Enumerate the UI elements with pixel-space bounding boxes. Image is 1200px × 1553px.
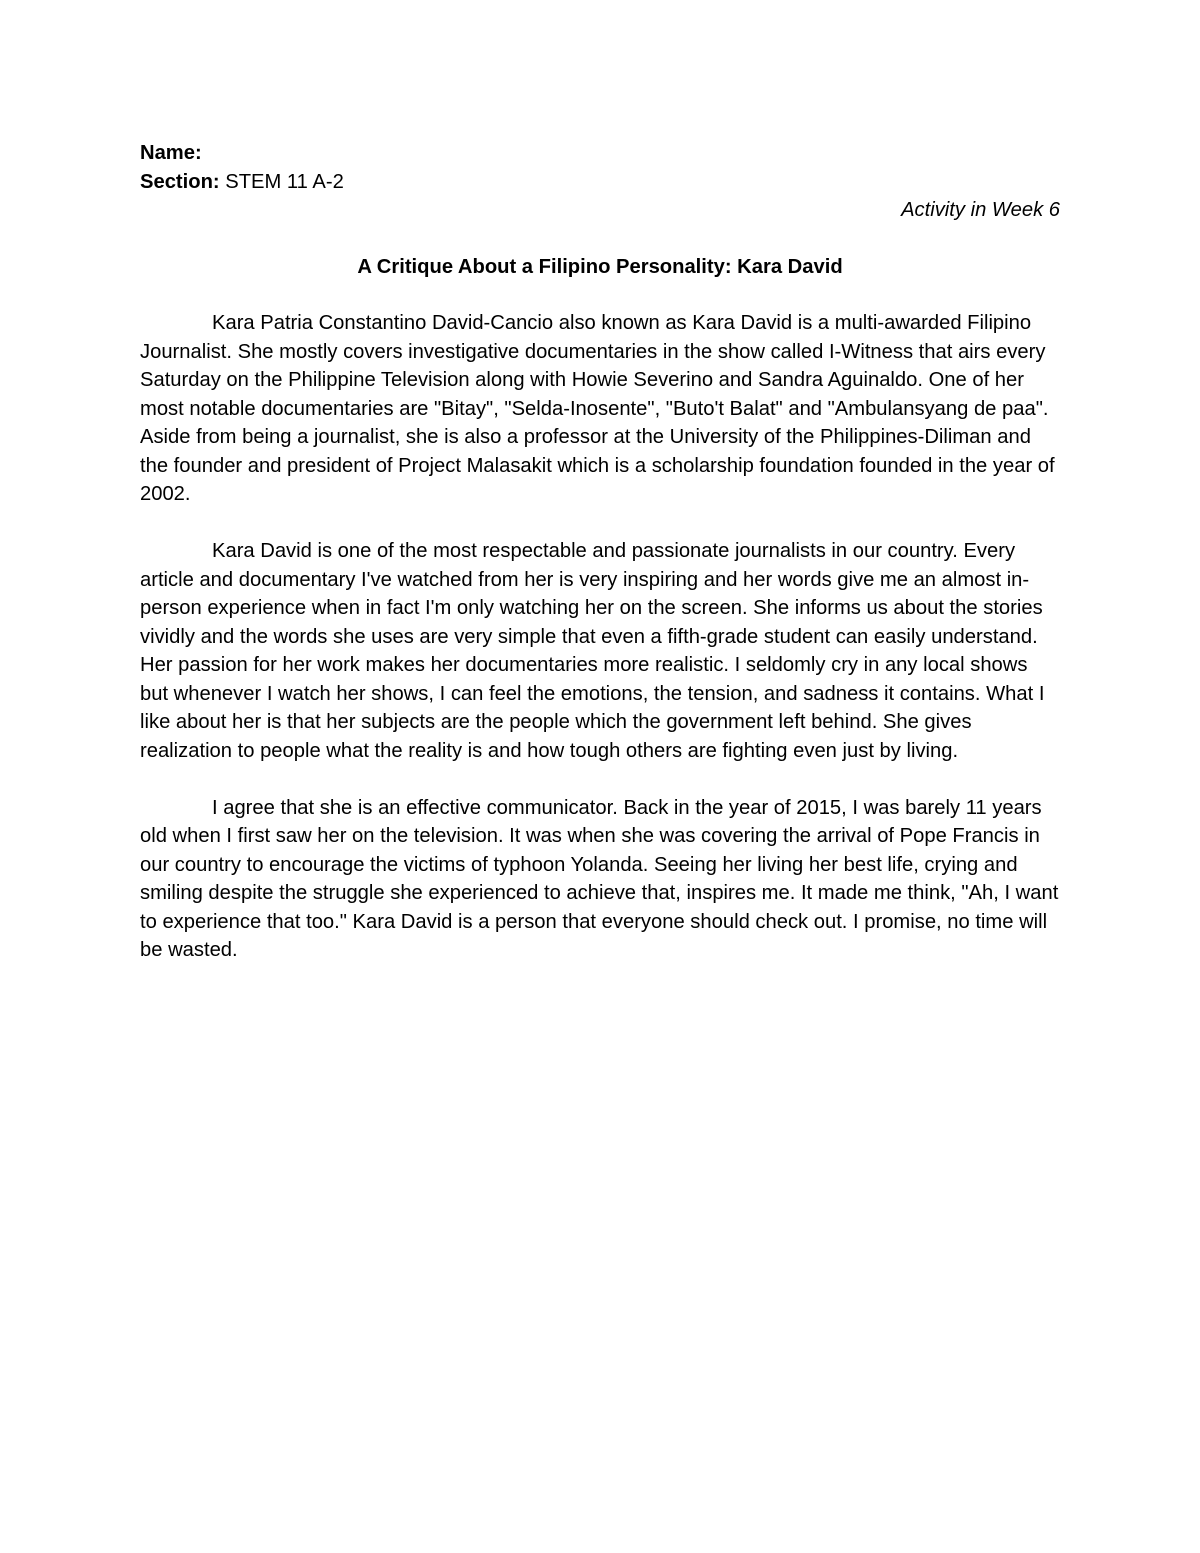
document-title: A Critique About a Filipino Personality: Kara David: [357, 255, 843, 278]
activity-label: Activity in Week 6: [901, 199, 1060, 221]
section-label: Section:: [140, 170, 220, 193]
paragraph-3: I agree that she is an effective communicator. Back in the year of 2015, I was barely 11 years old when I first saw her on the television. It was when she was covering the arrival of Pope Francis in our country to encourage the victims of typhoon Yolanda. Seeing her living her best life, crying and smiling despite the struggle she experienced to achieve that, inspires me. It made me think, "Ah, I want to experience that too." Kara David is a person that everyone should check out. I promise, no time will be wasted.: [140, 796, 1059, 961]
document-page: [140, 139, 1060, 993]
section-line: [140, 168, 1060, 197]
paragraph-2: Kara David is one of the most respectable and passionate journalists in our country. Every article and documentary I've watched from her is very inspiring and her words give me an almost in-person experience when in fact I'm only watching her on the screen. She informs us about the stories vividly and the words she uses are very simple that even a fifth-grade student can easily understand. Her passion for her work makes her documentaries more realistic. I seldomly cry in any local shows but whenever I watch her shows, I can feel the emotions, the tension, and sadness it contains. What I like about her is that her subjects are the people which the government left behind. She gives realization to people what the reality is and how tough others are fighting even just by living.: [140, 540, 1045, 762]
section-value: STEM 11 A-2: [219, 170, 344, 193]
name-line: [140, 139, 1060, 168]
paragraph-1: Kara Patria Constantino David-Cancio also known as Kara David is a multi-awarded Filipino Journalist. She mostly covers investigative documentaries in the show called I-Witness that airs every Saturday on the Philippine Television along with Howie Severino and Sandra Aguinaldo. One of her most notable documentaries are "Bitay", "Selda-Inosente", "Buto't Balat" and "Ambulansyang de paa". Aside from being a journalist, she is also a professor at the University of the Philippines-Diliman and the founder and president of Project Malasakit which is a scholarship foundation founded in the year of 2002.: [140, 312, 1055, 505]
name-label: Name:: [140, 142, 202, 164]
